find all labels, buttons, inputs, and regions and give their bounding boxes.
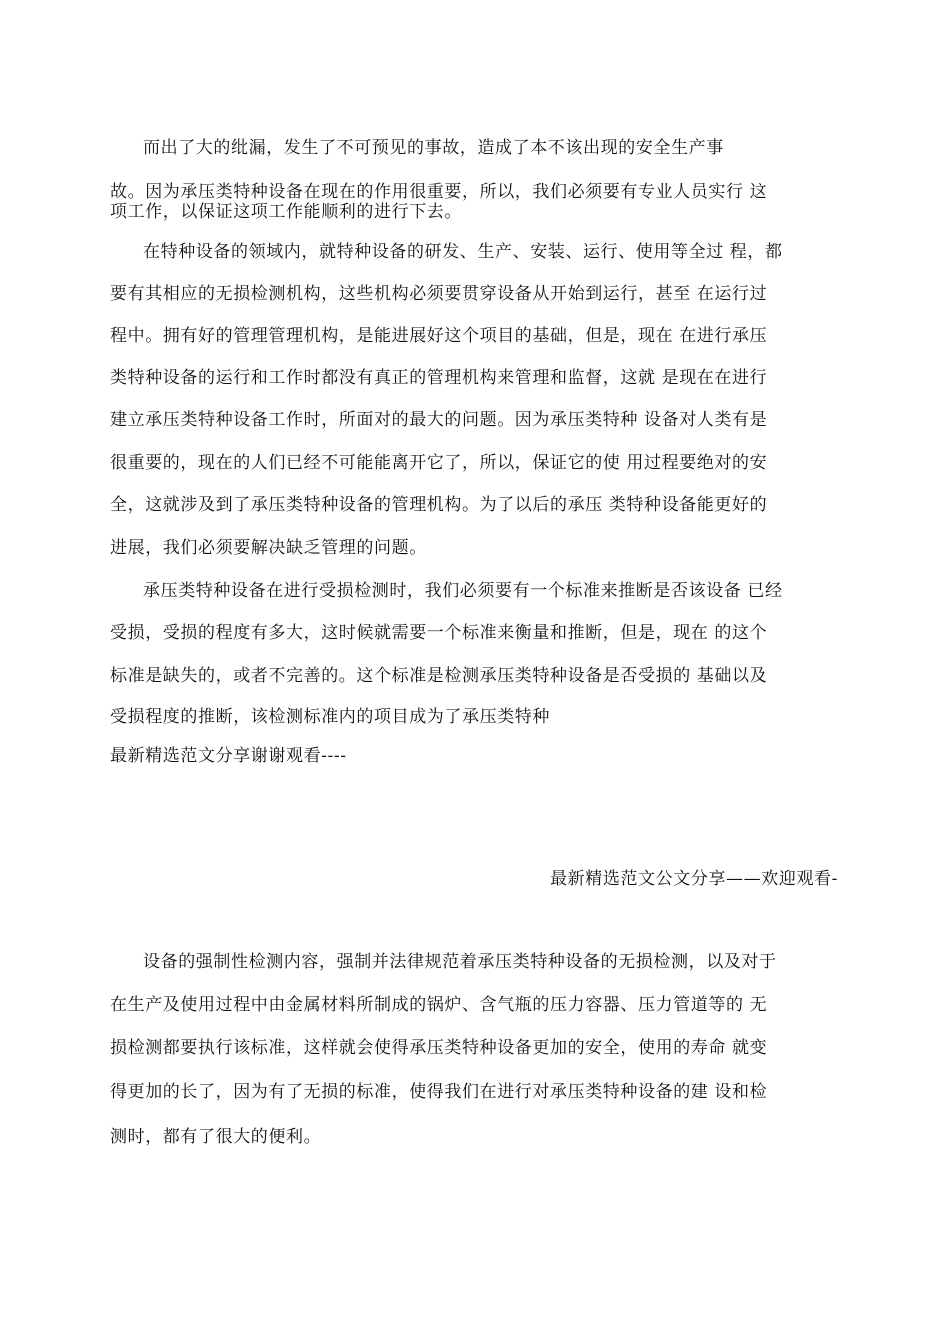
paragraph-line: 故。因为承压类特种设备在现在的作用很重要，所以，我们必须要有专业人员实行 这 <box>110 182 768 202</box>
paragraph-line: 建立承压类特种设备工作时，所面对的最大的问题。因为承压类特种 设备对人类有是 <box>110 410 768 430</box>
page-header-text: 最新精选范文公文分享——欢迎观看- <box>550 869 838 889</box>
paragraph-line: 承压类特种设备在进行受损检测时，我们必须要有一个标准来推断是否该设备 已经 <box>143 581 783 601</box>
paragraph-line: 全，这就涉及到了承压类特种设备的管理机构。为了以后的承压 类特种设备能更好的 <box>110 495 768 515</box>
paragraph-line: 程中。拥有好的管理管理机构，是能进展好这个项目的基础，但是，现在 在进行承压 <box>110 326 768 346</box>
paragraph-line: 测时，都有了很大的便利。 <box>110 1127 322 1147</box>
paragraph-line: 在生产及使用过程中由金属材料所制成的锅炉、含气瓶的压力容器、压力管道等的 无 <box>110 995 768 1015</box>
paragraph-line: 很重要的，现在的人们已经不可能能离开它了，所以，保证它的使 用过程要绝对的安 <box>110 453 768 473</box>
paragraph-line: 类特种设备的运行和工作时都没有真正的管理机构来管理和监督，这就 是现在在进行 <box>110 368 768 388</box>
paragraph-line: 受损程度的推断，该检测标准内的项目成为了承压类特种 <box>110 707 550 727</box>
paragraph-line: 得更加的长了，因为有了无损的标准，使得我们在进行对承压类特种设备的建 设和检 <box>110 1082 768 1102</box>
paragraph-line: 项工作，以保证这项工作能顺利的进行下去。 <box>110 202 462 222</box>
paragraph-line: 损检测都要执行该标准，这样就会使得承压类特种设备更加的安全，使用的寿命 就变 <box>110 1038 768 1058</box>
paragraph-line: 进展，我们必须要解决缺乏管理的问题。 <box>110 538 427 558</box>
paragraph-line: 标准是缺失的，或者不完善的。这个标准是检测承压类特种设备是否受损的 基础以及 <box>110 666 768 686</box>
paragraph-line: 设备的强制性检测内容，强制并法律规范着承压类特种设备的无损检测，以及对于 <box>143 952 777 972</box>
paragraph-line: 受损，受损的程度有多大，这时候就需要一个标准来衡量和推断，但是，现在 的这个 <box>110 623 768 643</box>
page-footer-text: 最新精选范文分享谢谢观看---- <box>110 746 347 766</box>
paragraph-line: 在特种设备的领域内，就特种设备的研发、生产、安装、运行、使用等全过 程，都 <box>143 242 783 262</box>
paragraph-line: 要有其相应的无损检测机构，这些机构必须要贯穿设备从开始到运行，甚至 在运行过 <box>110 284 768 304</box>
paragraph-line: 而出了大的纰漏，发生了不可预见的事故，造成了本不该出现的安全生产事 <box>143 138 724 158</box>
